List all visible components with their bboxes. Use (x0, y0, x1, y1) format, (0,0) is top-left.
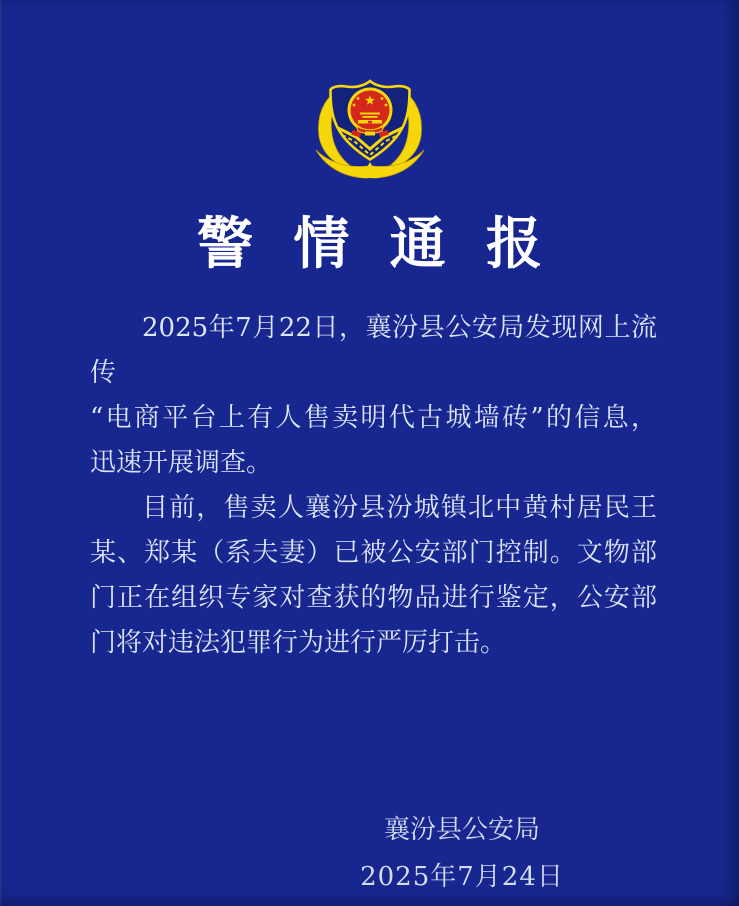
issue-date: 2025年7月24日 (360, 862, 564, 892)
notice-line: 某、郑某（系夫妻）已被公安部门控制。文物部 (90, 538, 657, 568)
police-badge-icon (304, 0, 436, 184)
signature-block (352, 807, 572, 901)
notice-line: 2025年7月22日，襄汾县公安局发现网上流传 (90, 313, 657, 388)
issuing-agency: 襄汾县公安局 (383, 815, 540, 845)
notice-title: 警情通报 (197, 211, 583, 277)
notice-line: 门将对违法犯罪行为进行严厉打击。 (90, 628, 507, 658)
notice-paragraph (90, 306, 657, 486)
notice-paragraph (90, 486, 657, 666)
notice-body (0, 306, 739, 666)
notice-line: 迅速开展调查。 (90, 448, 273, 478)
notice-line: 门正在组织专家对查获的物品进行鉴定，公安部 (90, 583, 657, 613)
notice-line: “电商平台上有人售卖明代古城墙砖”的信息， (90, 403, 657, 433)
notice-line: 目前，售卖人襄汾县汾城镇北中黄村居民王 (142, 493, 657, 523)
